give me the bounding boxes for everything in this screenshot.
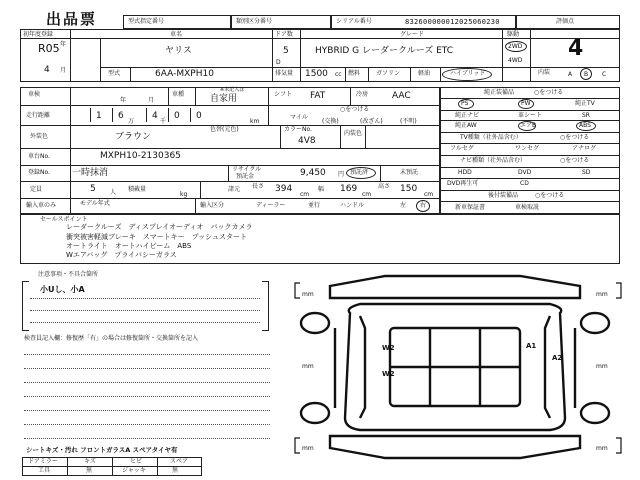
meter-opt1: (交換) xyxy=(322,118,339,125)
inspection-year: 年 xyxy=(120,97,127,104)
recycle-sub: 預託金 xyxy=(236,173,255,180)
tv-full: フルセグ xyxy=(450,145,474,152)
meter-circle-note: ○をつける xyxy=(340,106,370,113)
sales-line-3: オートライト オートハイビーム ABS xyxy=(66,242,192,250)
fuel-value: ガソリン xyxy=(376,70,401,77)
mileage-unit-man: 万 xyxy=(128,118,135,125)
model-cert-label: 型式指定番号 xyxy=(128,18,165,25)
vehicle-type-label: 車種 xyxy=(172,91,185,98)
model-label: 型式 xyxy=(108,70,121,77)
footer-crack: ヒビ xyxy=(130,458,143,465)
interior-label: 内装 xyxy=(538,69,551,76)
equip-airbag: エアB xyxy=(520,122,537,129)
equip-aw: 純正AW xyxy=(455,122,477,129)
vehicle-type-value: 自家用 xyxy=(210,94,238,104)
details-block xyxy=(20,87,440,214)
recycle-value: 9,450 xyxy=(300,168,326,178)
notes-bracket-right xyxy=(262,281,269,331)
diagram-unit-1: mm xyxy=(302,291,314,298)
height-value: 150 xyxy=(400,184,418,194)
drive-2wd: 2WD xyxy=(508,43,523,50)
diagram-unit-2: mm xyxy=(596,291,608,298)
serial-label: シリアル番号 xyxy=(336,18,372,25)
dealer-option: ディーラー xyxy=(256,202,286,209)
mileage-digit-divider xyxy=(168,108,169,122)
sales-line-2: 衝突被害軽減ブレーキ スマートキー プッシュスタート xyxy=(66,233,247,241)
footer-mirror-val: 工具 xyxy=(38,467,51,474)
car-damage-diagram xyxy=(290,268,626,478)
displacement-value: 1500 xyxy=(305,69,328,79)
manual: 車検取説 xyxy=(515,204,540,211)
inspector-title: 検査員記入欄：修復歴「有」の場合は修復箇所・交換箇所を記入 xyxy=(24,335,199,342)
handle-label: ハンドル xyxy=(340,202,365,209)
exterior-color-value: ブラウン xyxy=(115,132,152,142)
notes-text: 小Uし、小A xyxy=(40,285,85,294)
footer-spare: スペア xyxy=(170,458,189,465)
capacity-label: 定員 xyxy=(30,186,43,193)
color-no-label: カラーNo. xyxy=(284,126,312,133)
rear-seat-note: ○をつける xyxy=(535,192,565,199)
recycle-label: リサイクル xyxy=(232,166,262,173)
mileage-digit-divider xyxy=(146,108,147,122)
score-value: 4 xyxy=(568,36,584,61)
damage-mark-w2-a: W2 xyxy=(382,344,395,352)
capacity-value: 5 xyxy=(90,184,96,194)
handle-right: 右 xyxy=(420,202,427,209)
damage-mark-w2-b: W2 xyxy=(382,370,395,378)
equip-abs: ABS xyxy=(579,122,591,129)
grade-label: 評価点 xyxy=(556,18,575,25)
rear-seat-label: 後付装備品 xyxy=(488,192,519,199)
color-sub: 色替(元色) xyxy=(210,126,239,133)
interior-color-label: 内装色 xyxy=(344,130,363,137)
equip-navi: 純正ナビ xyxy=(455,112,480,119)
navi-type-label: ナビ種類（社外品含む） xyxy=(460,157,527,164)
year-value: R05 xyxy=(38,42,60,55)
displacement-unit: cc xyxy=(335,71,342,78)
door-value: 5 xyxy=(283,46,289,56)
mileage-digit-divider xyxy=(190,108,191,122)
diagram-unit-3: mm xyxy=(302,363,314,370)
width-label: 幅 xyxy=(318,186,325,193)
height-unit: cm xyxy=(424,191,434,198)
tv-type-note: ○をつける xyxy=(560,134,590,141)
cd: CD xyxy=(520,180,529,187)
footer-door-mirror: ドアミラー xyxy=(28,458,58,465)
equip-ps: PS xyxy=(461,100,469,107)
ac-value: AAC xyxy=(392,91,411,101)
reg-value: 一時抹消 xyxy=(72,168,109,178)
light-label: 軽油 xyxy=(418,70,431,77)
height-label: 高さ xyxy=(378,183,391,190)
seat-note: シートキズ・汚れ フロントガラスA スペアタイヤ有 xyxy=(26,446,178,454)
drive-4wd: 4WD xyxy=(508,57,523,64)
meter-opt2: (改ざん) xyxy=(360,118,383,125)
mileage-digit: 6 xyxy=(118,111,124,121)
chassis-label: 車台No. xyxy=(28,153,50,160)
notes-bracket-left xyxy=(22,281,29,331)
interior-b: B xyxy=(584,71,589,78)
exterior-color-label: 外装色 xyxy=(30,133,49,140)
displacement-label: 排気量 xyxy=(275,70,294,77)
mileage-label2: マイル xyxy=(290,114,308,121)
dvd-player: DVD再生可 xyxy=(447,180,479,187)
equipment-circle-note: ○をつける xyxy=(534,89,564,96)
mileage-unit-sen: 千 xyxy=(160,118,167,125)
equip-leather: 革シート xyxy=(518,112,543,119)
navi-dvd: DVD xyxy=(518,169,532,176)
mileage-digit-divider xyxy=(90,108,91,122)
sales-title: セールスポイント xyxy=(40,216,88,223)
class-label: 類別区分番号 xyxy=(236,18,273,25)
year-unit: 年 xyxy=(60,41,67,48)
interior-c: C xyxy=(602,71,607,78)
mileage-label: 走行距離 xyxy=(26,112,51,119)
car-name-label: 車名 xyxy=(170,31,183,38)
handle-left: 左 xyxy=(400,202,407,209)
fuel-label: 燃料 xyxy=(348,70,361,77)
navi-hdd: HDD xyxy=(458,169,472,176)
load-unit: kg xyxy=(180,191,188,198)
navi-sd: SD xyxy=(582,169,591,176)
grade-value: HYBRID G レーダークルーズ ETC xyxy=(315,46,454,56)
mileage-digit: 0 xyxy=(174,111,180,121)
import-label: 輸入車のみ xyxy=(26,202,57,209)
reg-label: 登録No. xyxy=(28,169,50,176)
car-name: ヤリス xyxy=(165,46,192,56)
new-car-warranty: 新車保証書 xyxy=(455,204,486,211)
tv-analog: アナログ xyxy=(572,145,597,152)
grade-field-label: グレード xyxy=(400,31,425,38)
footer-scratch: キズ xyxy=(84,458,96,465)
month-unit: 月 xyxy=(60,67,67,74)
tv-one: ワンセグ xyxy=(515,145,540,152)
mileage-digit: 4 xyxy=(152,111,158,121)
notes-title: 注意事項・不具合箇所 xyxy=(38,271,99,278)
length-value: 394 xyxy=(275,184,293,194)
diagram-unit-5: mm xyxy=(302,445,314,452)
mileage-unit-km: km xyxy=(250,118,260,125)
inspection-label: 車検 xyxy=(28,91,41,98)
model-year-label: モデル年式 xyxy=(80,200,110,207)
chassis-value: MXPH10-2130365 xyxy=(100,151,181,161)
ac-label: 冷房 xyxy=(356,91,369,98)
mileage-digit: 0 xyxy=(196,111,202,121)
sales-line-1: レーダークルーズ ディスプレイオーディオ バックカメラ xyxy=(66,223,253,231)
width-unit: cm xyxy=(362,191,372,198)
recycle-not: 未預託 xyxy=(400,169,419,176)
navi-type-note: ○をつける xyxy=(560,157,590,164)
interior-a: A xyxy=(568,71,573,78)
meter-opt3: (不明) xyxy=(400,118,417,125)
tv-type-label: TV種類（社外品含む） xyxy=(460,134,522,141)
serial-value: 832600000012025060230 xyxy=(405,18,500,26)
door-sub: D xyxy=(276,59,281,66)
shift-label: シフト xyxy=(274,91,293,98)
mileage-digit: 1 xyxy=(96,111,102,121)
month-value: 4 xyxy=(44,65,50,75)
recycle-done: 預託済 xyxy=(350,169,369,176)
parallel-option: 並行 xyxy=(308,202,321,209)
length-unit: cm xyxy=(300,191,310,198)
length-label: 長さ xyxy=(252,183,265,190)
load-label: 積載量 xyxy=(128,186,147,193)
drive-label: 駆動 xyxy=(507,31,520,38)
damage-mark-a1: A1 xyxy=(526,342,537,350)
diagram-unit-4: mm xyxy=(596,363,608,370)
shift-value: FAT xyxy=(310,91,326,101)
door-label: ドア数 xyxy=(275,31,293,38)
damage-mark-a2: A2 xyxy=(552,354,563,362)
sales-line-4: Wエアバッグ プライバシーガラス xyxy=(66,251,177,259)
footer-crack-val: ジャッキ xyxy=(122,467,146,474)
footer-spare-val: 無 xyxy=(172,467,179,474)
vehicle-type-note: ※未記入は xyxy=(220,87,245,93)
mileage-digit-divider xyxy=(112,108,113,122)
first-reg-label: 初年度登録 xyxy=(23,31,54,38)
hybrid-label: ハイブリッド xyxy=(450,70,486,77)
model-value: 6AA-MXPH10 xyxy=(155,69,214,79)
equip-pw: PW xyxy=(521,100,531,107)
equip-tv: 純正TV xyxy=(575,100,595,107)
import-type-label: 輸入区分 xyxy=(200,202,225,209)
recycle-unit: 円 xyxy=(338,171,345,178)
capacity-unit: 人 xyxy=(110,189,117,196)
equip-sr: SR xyxy=(582,112,590,119)
diagram-unit-6: mm xyxy=(596,445,608,452)
color-no-value: 4V8 xyxy=(298,136,316,146)
form-title: 出品票 xyxy=(46,10,98,28)
equipment-title: 純正装備品 xyxy=(484,89,515,96)
width-value: 169 xyxy=(340,184,358,194)
inspection-month: 月 xyxy=(148,97,155,104)
dims-label: 諸元 xyxy=(228,186,241,193)
footer-scratch-val: 無 xyxy=(86,467,93,474)
